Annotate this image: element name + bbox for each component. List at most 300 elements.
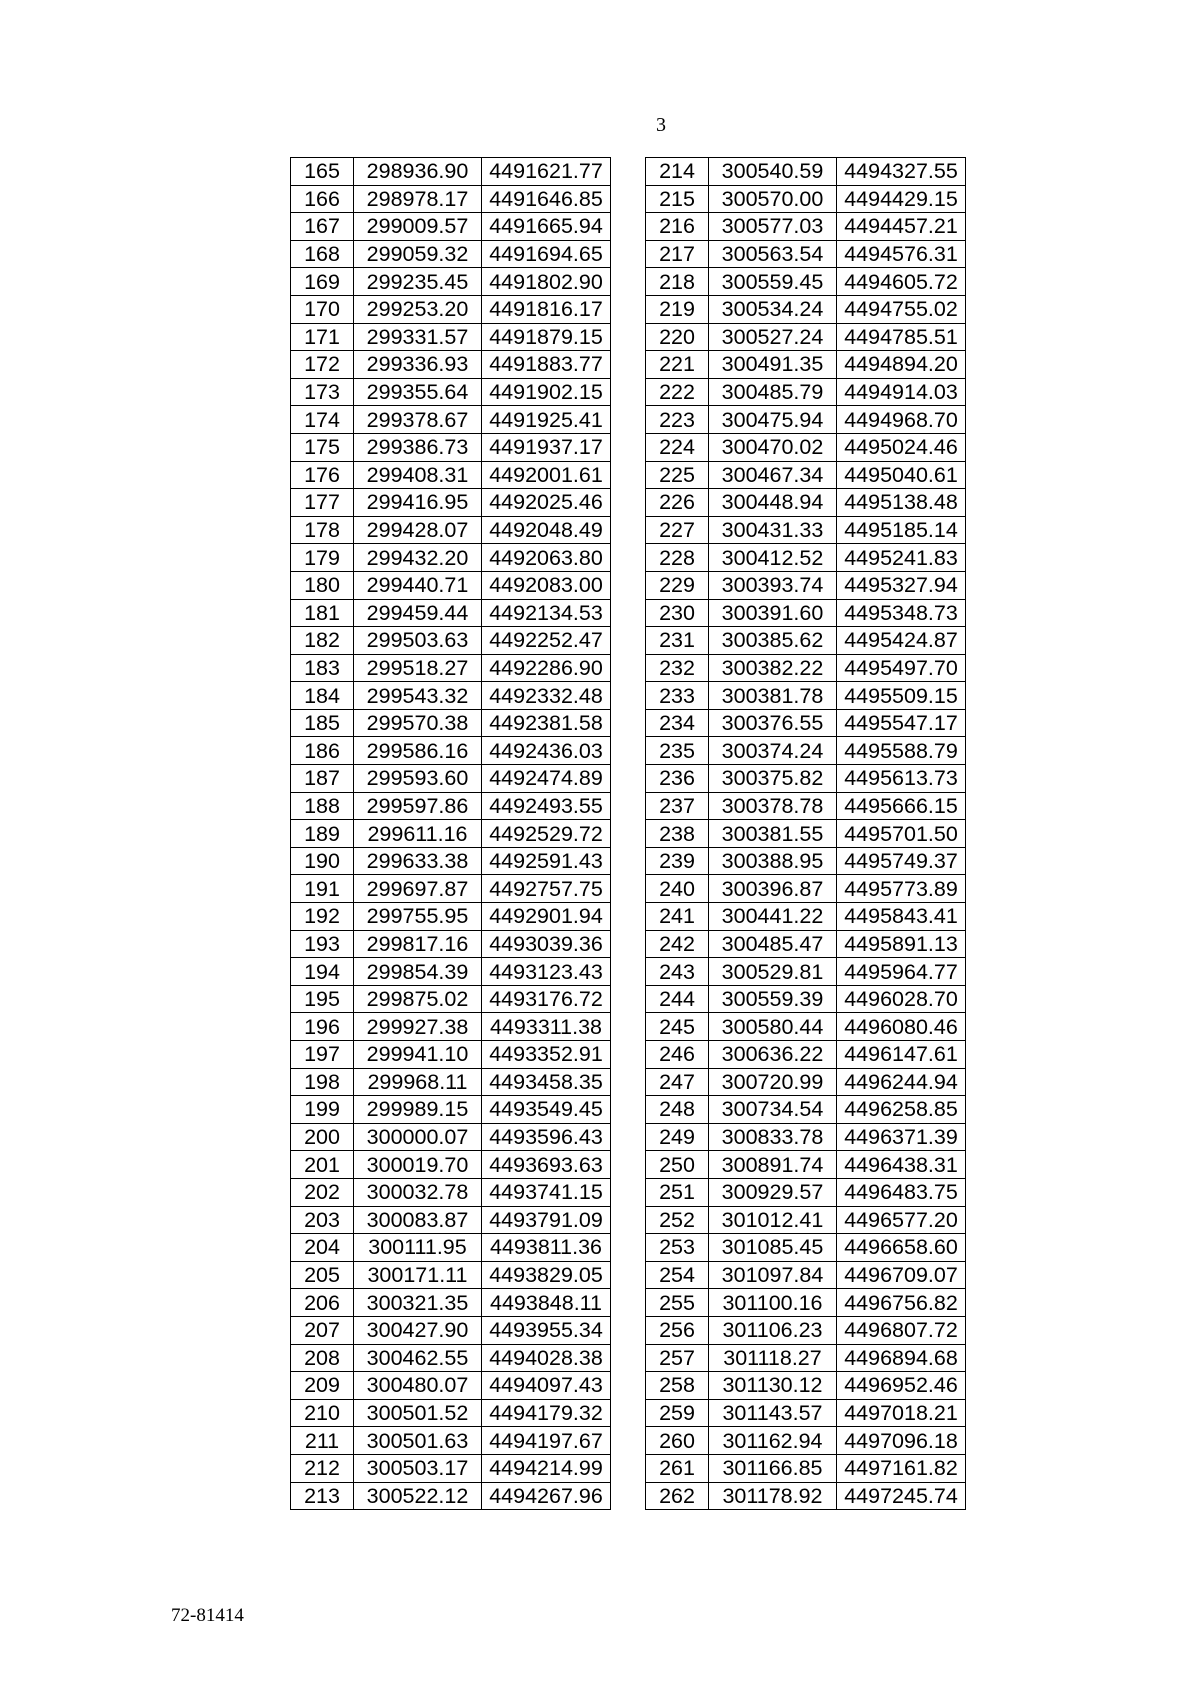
table-row bbox=[646, 930, 966, 958]
x-coordinate-cell: 300375.82 bbox=[709, 765, 837, 793]
point-number-cell: 253 bbox=[646, 1234, 709, 1262]
y-coordinate-cell: 4493848.11 bbox=[482, 1289, 611, 1317]
table-row bbox=[291, 571, 611, 599]
x-coordinate-cell: 301178.92 bbox=[709, 1482, 837, 1510]
point-number-cell: 218 bbox=[646, 268, 709, 296]
table-row bbox=[646, 1316, 966, 1344]
x-coordinate-cell: 300636.22 bbox=[709, 1041, 837, 1069]
x-coordinate-cell: 300534.24 bbox=[709, 295, 837, 323]
x-coordinate-cell: 299331.57 bbox=[354, 323, 482, 351]
x-coordinate-cell: 300448.94 bbox=[709, 489, 837, 517]
y-coordinate-cell: 4492252.47 bbox=[482, 627, 611, 655]
table-row bbox=[646, 1427, 966, 1455]
x-coordinate-cell: 299235.45 bbox=[354, 268, 482, 296]
table-row bbox=[291, 1427, 611, 1455]
point-number-cell: 247 bbox=[646, 1068, 709, 1096]
x-coordinate-cell: 300570.00 bbox=[709, 185, 837, 213]
point-number-cell: 235 bbox=[646, 737, 709, 765]
y-coordinate-cell: 4495843.41 bbox=[837, 903, 966, 931]
point-number-cell: 234 bbox=[646, 709, 709, 737]
point-number-cell: 211 bbox=[291, 1427, 354, 1455]
x-coordinate-cell: 299543.32 bbox=[354, 682, 482, 710]
y-coordinate-cell: 4494327.55 bbox=[837, 158, 966, 186]
point-number-cell: 216 bbox=[646, 213, 709, 241]
table-row bbox=[646, 599, 966, 627]
table-row bbox=[646, 1206, 966, 1234]
point-number-cell: 192 bbox=[291, 903, 354, 931]
table-row bbox=[646, 185, 966, 213]
table-row bbox=[646, 627, 966, 655]
point-number-cell: 201 bbox=[291, 1151, 354, 1179]
table-row bbox=[291, 1178, 611, 1206]
point-number-cell: 239 bbox=[646, 847, 709, 875]
x-coordinate-cell: 301085.45 bbox=[709, 1234, 837, 1262]
x-coordinate-cell: 299009.57 bbox=[354, 213, 482, 241]
y-coordinate-cell: 4493123.43 bbox=[482, 958, 611, 986]
y-coordinate-cell: 4491802.90 bbox=[482, 268, 611, 296]
y-coordinate-cell: 4494457.21 bbox=[837, 213, 966, 241]
table-row bbox=[291, 792, 611, 820]
table-row bbox=[646, 433, 966, 461]
table-row bbox=[291, 1041, 611, 1069]
y-coordinate-cell: 4497018.21 bbox=[837, 1399, 966, 1427]
y-coordinate-cell: 4497161.82 bbox=[837, 1454, 966, 1482]
point-number-cell: 191 bbox=[291, 875, 354, 903]
y-coordinate-cell: 4496244.94 bbox=[837, 1068, 966, 1096]
point-number-cell: 183 bbox=[291, 654, 354, 682]
point-number-cell: 237 bbox=[646, 792, 709, 820]
x-coordinate-cell: 300388.95 bbox=[709, 847, 837, 875]
table-row bbox=[291, 682, 611, 710]
y-coordinate-cell: 4496756.82 bbox=[837, 1289, 966, 1317]
y-coordinate-cell: 4491902.15 bbox=[482, 378, 611, 406]
point-number-cell: 170 bbox=[291, 295, 354, 323]
y-coordinate-cell: 4494267.96 bbox=[482, 1482, 611, 1510]
y-coordinate-cell: 4496709.07 bbox=[837, 1261, 966, 1289]
table-row bbox=[646, 1013, 966, 1041]
y-coordinate-cell: 4495348.73 bbox=[837, 599, 966, 627]
x-coordinate-cell: 300396.87 bbox=[709, 875, 837, 903]
y-coordinate-cell: 4492063.80 bbox=[482, 544, 611, 572]
table-row bbox=[291, 323, 611, 351]
y-coordinate-cell: 4495185.14 bbox=[837, 516, 966, 544]
point-number-cell: 197 bbox=[291, 1041, 354, 1069]
point-number-cell: 202 bbox=[291, 1178, 354, 1206]
x-coordinate-cell: 300891.74 bbox=[709, 1151, 837, 1179]
point-number-cell: 180 bbox=[291, 571, 354, 599]
point-number-cell: 251 bbox=[646, 1178, 709, 1206]
point-number-cell: 179 bbox=[291, 544, 354, 572]
y-coordinate-cell: 4494894.20 bbox=[837, 351, 966, 379]
table-row bbox=[646, 1041, 966, 1069]
y-coordinate-cell: 4492381.58 bbox=[482, 709, 611, 737]
point-number-cell: 200 bbox=[291, 1123, 354, 1151]
y-coordinate-cell: 4497096.18 bbox=[837, 1427, 966, 1455]
point-number-cell: 198 bbox=[291, 1068, 354, 1096]
y-coordinate-cell: 4495666.15 bbox=[837, 792, 966, 820]
table-row bbox=[646, 1344, 966, 1372]
x-coordinate-cell: 300467.34 bbox=[709, 461, 837, 489]
table-row bbox=[291, 544, 611, 572]
x-coordinate-cell: 301097.84 bbox=[709, 1261, 837, 1289]
x-coordinate-cell: 300462.55 bbox=[354, 1344, 482, 1372]
point-number-cell: 169 bbox=[291, 268, 354, 296]
x-coordinate-cell: 299586.16 bbox=[354, 737, 482, 765]
table-row bbox=[291, 185, 611, 213]
x-coordinate-cell: 299503.63 bbox=[354, 627, 482, 655]
x-coordinate-cell: 300393.74 bbox=[709, 571, 837, 599]
x-coordinate-cell: 299378.67 bbox=[354, 406, 482, 434]
y-coordinate-cell: 4495040.61 bbox=[837, 461, 966, 489]
y-coordinate-cell: 4495891.13 bbox=[837, 930, 966, 958]
y-coordinate-cell: 4495613.73 bbox=[837, 765, 966, 793]
table-row bbox=[646, 295, 966, 323]
x-coordinate-cell: 300171.11 bbox=[354, 1261, 482, 1289]
y-coordinate-cell: 4493352.91 bbox=[482, 1041, 611, 1069]
table-row bbox=[291, 1344, 611, 1372]
y-coordinate-cell: 4491879.15 bbox=[482, 323, 611, 351]
x-coordinate-cell: 299817.16 bbox=[354, 930, 482, 958]
point-number-cell: 232 bbox=[646, 654, 709, 682]
point-number-cell: 261 bbox=[646, 1454, 709, 1482]
table-row bbox=[646, 351, 966, 379]
table-row bbox=[646, 875, 966, 903]
table-row bbox=[646, 461, 966, 489]
table-row bbox=[646, 1178, 966, 1206]
y-coordinate-cell: 4494914.03 bbox=[837, 378, 966, 406]
y-coordinate-cell: 4492591.43 bbox=[482, 847, 611, 875]
x-coordinate-cell: 299059.32 bbox=[354, 240, 482, 268]
table-row bbox=[646, 571, 966, 599]
table-row bbox=[291, 240, 611, 268]
x-coordinate-cell: 300833.78 bbox=[709, 1123, 837, 1151]
point-number-cell: 212 bbox=[291, 1454, 354, 1482]
table-row bbox=[646, 544, 966, 572]
table-row bbox=[291, 985, 611, 1013]
y-coordinate-cell: 4497245.74 bbox=[837, 1482, 966, 1510]
table-row bbox=[646, 903, 966, 931]
x-coordinate-cell: 299633.38 bbox=[354, 847, 482, 875]
table-row bbox=[291, 406, 611, 434]
x-coordinate-cell: 299597.86 bbox=[354, 792, 482, 820]
x-coordinate-cell: 299989.15 bbox=[354, 1096, 482, 1124]
y-coordinate-cell: 4491694.65 bbox=[482, 240, 611, 268]
x-coordinate-cell: 300374.24 bbox=[709, 737, 837, 765]
table-row bbox=[646, 240, 966, 268]
point-number-cell: 199 bbox=[291, 1096, 354, 1124]
x-coordinate-cell: 300427.90 bbox=[354, 1316, 482, 1344]
x-coordinate-cell: 299440.71 bbox=[354, 571, 482, 599]
table-row bbox=[291, 709, 611, 737]
y-coordinate-cell: 4493955.34 bbox=[482, 1316, 611, 1344]
y-coordinate-cell: 4494179.32 bbox=[482, 1399, 611, 1427]
point-number-cell: 224 bbox=[646, 433, 709, 461]
y-coordinate-cell: 4491925.41 bbox=[482, 406, 611, 434]
y-coordinate-cell: 4496894.68 bbox=[837, 1344, 966, 1372]
table-row bbox=[646, 268, 966, 296]
y-coordinate-cell: 4493311.38 bbox=[482, 1013, 611, 1041]
x-coordinate-cell: 300385.62 bbox=[709, 627, 837, 655]
x-coordinate-cell: 300485.47 bbox=[709, 930, 837, 958]
point-number-cell: 238 bbox=[646, 820, 709, 848]
y-coordinate-cell: 4496147.61 bbox=[837, 1041, 966, 1069]
table-row bbox=[646, 378, 966, 406]
y-coordinate-cell: 4495424.87 bbox=[837, 627, 966, 655]
point-number-cell: 241 bbox=[646, 903, 709, 931]
x-coordinate-cell: 300381.78 bbox=[709, 682, 837, 710]
table-row bbox=[646, 709, 966, 737]
point-number-cell: 243 bbox=[646, 958, 709, 986]
table-row bbox=[646, 847, 966, 875]
point-number-cell: 188 bbox=[291, 792, 354, 820]
point-number-cell: 177 bbox=[291, 489, 354, 517]
x-coordinate-cell: 298978.17 bbox=[354, 185, 482, 213]
y-coordinate-cell: 4494429.15 bbox=[837, 185, 966, 213]
x-coordinate-cell: 300563.54 bbox=[709, 240, 837, 268]
y-coordinate-cell: 4495773.89 bbox=[837, 875, 966, 903]
y-coordinate-cell: 4496807.72 bbox=[837, 1316, 966, 1344]
y-coordinate-cell: 4495749.37 bbox=[837, 847, 966, 875]
footer-document-code: 72-81414 bbox=[171, 1605, 244, 1626]
coordinate-table-body bbox=[291, 158, 611, 1510]
y-coordinate-cell: 4491646.85 bbox=[482, 185, 611, 213]
point-number-cell: 193 bbox=[291, 930, 354, 958]
x-coordinate-cell: 299875.02 bbox=[354, 985, 482, 1013]
table-row bbox=[291, 765, 611, 793]
y-coordinate-cell: 4494755.02 bbox=[837, 295, 966, 323]
point-number-cell: 176 bbox=[291, 461, 354, 489]
table-row bbox=[291, 654, 611, 682]
point-number-cell: 223 bbox=[646, 406, 709, 434]
point-number-cell: 213 bbox=[291, 1482, 354, 1510]
table-row bbox=[291, 1482, 611, 1510]
y-coordinate-cell: 4492901.94 bbox=[482, 903, 611, 931]
x-coordinate-cell: 300577.03 bbox=[709, 213, 837, 241]
point-number-cell: 210 bbox=[291, 1399, 354, 1427]
point-number-cell: 230 bbox=[646, 599, 709, 627]
point-number-cell: 168 bbox=[291, 240, 354, 268]
point-number-cell: 215 bbox=[646, 185, 709, 213]
table-row bbox=[646, 158, 966, 186]
table-row bbox=[646, 213, 966, 241]
table-row bbox=[291, 875, 611, 903]
table-row bbox=[646, 323, 966, 351]
point-number-cell: 255 bbox=[646, 1289, 709, 1317]
y-coordinate-cell: 4496371.39 bbox=[837, 1123, 966, 1151]
y-coordinate-cell: 4493176.72 bbox=[482, 985, 611, 1013]
table-row bbox=[646, 1454, 966, 1482]
table-row bbox=[291, 433, 611, 461]
x-coordinate-cell: 301106.23 bbox=[709, 1316, 837, 1344]
point-number-cell: 209 bbox=[291, 1372, 354, 1400]
table-row bbox=[646, 654, 966, 682]
table-row bbox=[646, 406, 966, 434]
x-coordinate-cell: 300503.17 bbox=[354, 1454, 482, 1482]
point-number-cell: 246 bbox=[646, 1041, 709, 1069]
point-number-cell: 174 bbox=[291, 406, 354, 434]
point-number-cell: 244 bbox=[646, 985, 709, 1013]
y-coordinate-cell: 4493791.09 bbox=[482, 1206, 611, 1234]
y-coordinate-cell: 4494605.72 bbox=[837, 268, 966, 296]
y-coordinate-cell: 4492474.89 bbox=[482, 765, 611, 793]
point-number-cell: 260 bbox=[646, 1427, 709, 1455]
table-row bbox=[291, 158, 611, 186]
point-number-cell: 207 bbox=[291, 1316, 354, 1344]
x-coordinate-cell: 300470.02 bbox=[709, 433, 837, 461]
table-row bbox=[291, 516, 611, 544]
table-row bbox=[291, 930, 611, 958]
point-number-cell: 242 bbox=[646, 930, 709, 958]
x-coordinate-cell: 299432.20 bbox=[354, 544, 482, 572]
point-number-cell: 259 bbox=[646, 1399, 709, 1427]
table-row bbox=[646, 1234, 966, 1262]
y-coordinate-cell: 4492025.46 bbox=[482, 489, 611, 517]
table-row bbox=[291, 737, 611, 765]
coordinate-table-right bbox=[645, 157, 966, 1510]
x-coordinate-cell: 299941.10 bbox=[354, 1041, 482, 1069]
y-coordinate-cell: 4492436.03 bbox=[482, 737, 611, 765]
x-coordinate-cell: 299408.31 bbox=[354, 461, 482, 489]
x-coordinate-cell: 299518.27 bbox=[354, 654, 482, 682]
point-number-cell: 250 bbox=[646, 1151, 709, 1179]
y-coordinate-cell: 4495588.79 bbox=[837, 737, 966, 765]
point-number-cell: 204 bbox=[291, 1234, 354, 1262]
point-number-cell: 222 bbox=[646, 378, 709, 406]
point-number-cell: 254 bbox=[646, 1261, 709, 1289]
y-coordinate-cell: 4492493.55 bbox=[482, 792, 611, 820]
x-coordinate-cell: 300382.22 bbox=[709, 654, 837, 682]
point-number-cell: 221 bbox=[646, 351, 709, 379]
point-number-cell: 172 bbox=[291, 351, 354, 379]
point-number-cell: 187 bbox=[291, 765, 354, 793]
y-coordinate-cell: 4494197.67 bbox=[482, 1427, 611, 1455]
y-coordinate-cell: 4495547.17 bbox=[837, 709, 966, 737]
point-number-cell: 228 bbox=[646, 544, 709, 572]
x-coordinate-cell: 300491.35 bbox=[709, 351, 837, 379]
table-row bbox=[291, 1372, 611, 1400]
x-coordinate-cell: 300412.52 bbox=[709, 544, 837, 572]
y-coordinate-cell: 4492001.61 bbox=[482, 461, 611, 489]
table-row bbox=[291, 351, 611, 379]
table-row bbox=[291, 820, 611, 848]
table-row bbox=[291, 847, 611, 875]
y-coordinate-cell: 4493693.63 bbox=[482, 1151, 611, 1179]
x-coordinate-cell: 300441.22 bbox=[709, 903, 837, 931]
table-row bbox=[646, 820, 966, 848]
point-number-cell: 229 bbox=[646, 571, 709, 599]
point-number-cell: 184 bbox=[291, 682, 354, 710]
table-row bbox=[291, 268, 611, 296]
table-row bbox=[646, 1399, 966, 1427]
x-coordinate-cell: 300522.12 bbox=[354, 1482, 482, 1510]
table-row bbox=[291, 627, 611, 655]
point-number-cell: 181 bbox=[291, 599, 354, 627]
table-row bbox=[646, 1261, 966, 1289]
y-coordinate-cell: 4491937.17 bbox=[482, 433, 611, 461]
table-row bbox=[291, 1096, 611, 1124]
point-number-cell: 194 bbox=[291, 958, 354, 986]
point-number-cell: 208 bbox=[291, 1344, 354, 1372]
x-coordinate-cell: 299593.60 bbox=[354, 765, 482, 793]
x-coordinate-cell: 300378.78 bbox=[709, 792, 837, 820]
x-coordinate-cell: 299755.95 bbox=[354, 903, 482, 931]
x-coordinate-cell: 300540.59 bbox=[709, 158, 837, 186]
table-row bbox=[291, 1123, 611, 1151]
point-number-cell: 226 bbox=[646, 489, 709, 517]
table-row bbox=[291, 213, 611, 241]
y-coordinate-cell: 4493596.43 bbox=[482, 1123, 611, 1151]
x-coordinate-cell: 300321.35 bbox=[354, 1289, 482, 1317]
table-row bbox=[646, 958, 966, 986]
x-coordinate-cell: 299968.11 bbox=[354, 1068, 482, 1096]
x-coordinate-cell: 301100.16 bbox=[709, 1289, 837, 1317]
x-coordinate-cell: 300391.60 bbox=[709, 599, 837, 627]
x-coordinate-cell: 299386.73 bbox=[354, 433, 482, 461]
table-row bbox=[291, 1399, 611, 1427]
y-coordinate-cell: 4493741.15 bbox=[482, 1178, 611, 1206]
y-coordinate-cell: 4495241.83 bbox=[837, 544, 966, 572]
table-row bbox=[291, 1316, 611, 1344]
point-number-cell: 185 bbox=[291, 709, 354, 737]
point-number-cell: 240 bbox=[646, 875, 709, 903]
coordinate-table-left bbox=[290, 157, 611, 1510]
x-coordinate-cell: 300720.99 bbox=[709, 1068, 837, 1096]
x-coordinate-cell: 300501.52 bbox=[354, 1399, 482, 1427]
point-number-cell: 195 bbox=[291, 985, 354, 1013]
table-row bbox=[291, 295, 611, 323]
x-coordinate-cell: 300032.78 bbox=[354, 1178, 482, 1206]
point-number-cell: 249 bbox=[646, 1123, 709, 1151]
table-row bbox=[646, 1372, 966, 1400]
x-coordinate-cell: 300083.87 bbox=[354, 1206, 482, 1234]
point-number-cell: 248 bbox=[646, 1096, 709, 1124]
y-coordinate-cell: 4495327.94 bbox=[837, 571, 966, 599]
point-number-cell: 167 bbox=[291, 213, 354, 241]
y-coordinate-cell: 4495024.46 bbox=[837, 433, 966, 461]
x-coordinate-cell: 300580.44 bbox=[709, 1013, 837, 1041]
table-row bbox=[291, 1068, 611, 1096]
x-coordinate-cell: 300527.24 bbox=[709, 323, 837, 351]
y-coordinate-cell: 4492332.48 bbox=[482, 682, 611, 710]
x-coordinate-cell: 300559.45 bbox=[709, 268, 837, 296]
y-coordinate-cell: 4493458.35 bbox=[482, 1068, 611, 1096]
table-row bbox=[646, 792, 966, 820]
point-number-cell: 196 bbox=[291, 1013, 354, 1041]
x-coordinate-cell: 300111.95 bbox=[354, 1234, 482, 1262]
table-row bbox=[291, 1289, 611, 1317]
x-coordinate-cell: 299253.20 bbox=[354, 295, 482, 323]
y-coordinate-cell: 4491883.77 bbox=[482, 351, 611, 379]
y-coordinate-cell: 4492757.75 bbox=[482, 875, 611, 903]
x-coordinate-cell: 301012.41 bbox=[709, 1206, 837, 1234]
y-coordinate-cell: 4494028.38 bbox=[482, 1344, 611, 1372]
table-row bbox=[291, 1151, 611, 1179]
point-number-cell: 205 bbox=[291, 1261, 354, 1289]
y-coordinate-cell: 4495497.70 bbox=[837, 654, 966, 682]
x-coordinate-cell: 298936.90 bbox=[354, 158, 482, 186]
x-coordinate-cell: 299459.44 bbox=[354, 599, 482, 627]
table-row bbox=[291, 461, 611, 489]
point-number-cell: 252 bbox=[646, 1206, 709, 1234]
y-coordinate-cell: 4495138.48 bbox=[837, 489, 966, 517]
page-number: 3 bbox=[656, 114, 666, 136]
y-coordinate-cell: 4492048.49 bbox=[482, 516, 611, 544]
table-row bbox=[646, 1151, 966, 1179]
y-coordinate-cell: 4495509.15 bbox=[837, 682, 966, 710]
x-coordinate-cell: 299355.64 bbox=[354, 378, 482, 406]
point-number-cell: 256 bbox=[646, 1316, 709, 1344]
point-number-cell: 227 bbox=[646, 516, 709, 544]
